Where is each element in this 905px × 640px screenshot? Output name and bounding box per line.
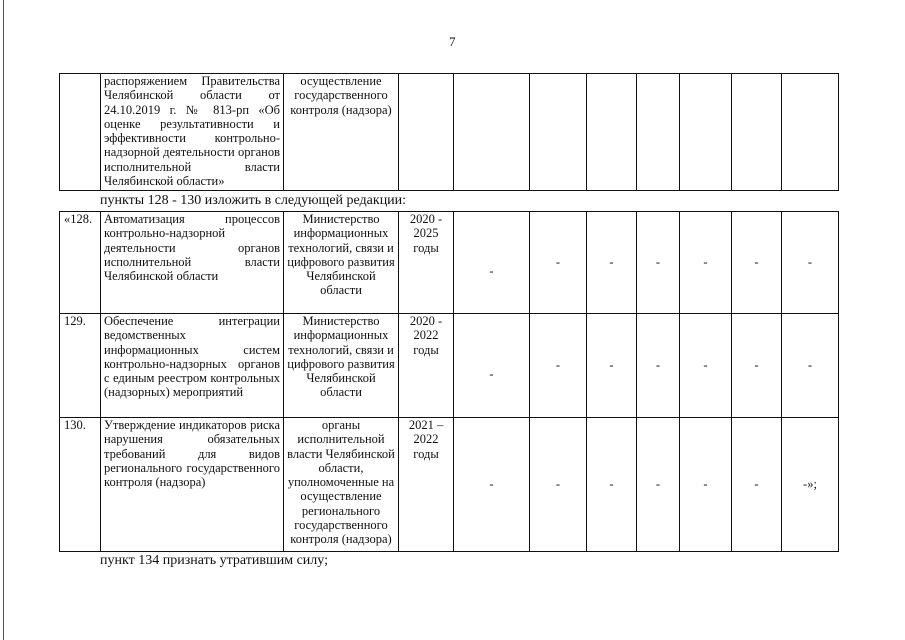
value-cell: - bbox=[732, 314, 782, 418]
value-cell: - bbox=[732, 212, 782, 314]
table-row bbox=[60, 74, 839, 191]
page-edge-line bbox=[3, 0, 4, 640]
measure-name-cell: Утверждение индикаторов риска нарушения обязательных требований для видов регионального государственного контроля (надзора) bbox=[101, 418, 284, 552]
value-cell: - bbox=[782, 212, 839, 314]
value-cell: - bbox=[454, 314, 530, 418]
amendment-note: пункты 128 - 130 изложить в следующей редакции: bbox=[100, 193, 407, 208]
continuation-table bbox=[59, 73, 839, 191]
measures-table bbox=[59, 211, 839, 552]
table-row bbox=[60, 314, 839, 418]
term-cell: 2020 - 2022 годы bbox=[399, 314, 454, 418]
number-cell bbox=[60, 74, 101, 191]
row-number: «128. bbox=[60, 212, 101, 314]
value-cell: -»; bbox=[782, 418, 839, 552]
term-cell bbox=[399, 74, 454, 191]
value-cell: - bbox=[530, 418, 587, 552]
table-row bbox=[60, 418, 839, 552]
responsible-cell: органы исполнительной власти Челябинской области, уполномоченные на осуществление регионального государственного контроля (надзора) bbox=[284, 418, 399, 552]
value-cell: - bbox=[782, 314, 839, 418]
term-cell: 2021 – 2022 годы bbox=[399, 418, 454, 552]
value-cell: - bbox=[680, 418, 732, 552]
value-cell: - bbox=[732, 418, 782, 552]
value-cell: - bbox=[454, 418, 530, 552]
value-cell bbox=[732, 74, 782, 191]
row-number: 129. bbox=[60, 314, 101, 418]
repeal-note: пункт 134 признать утратившим силу; bbox=[100, 553, 328, 568]
value-cell bbox=[454, 74, 530, 191]
page-number: 7 bbox=[449, 34, 456, 49]
table-row bbox=[60, 212, 839, 314]
value-cell: - bbox=[680, 212, 732, 314]
value-cell: - bbox=[587, 418, 637, 552]
measure-name-cell: Обеспечение интеграции ведомственных информационных систем контрольно-надзорных органов с единым реестром контрольных (надзорных) мероприятий bbox=[101, 314, 284, 418]
value-cell bbox=[637, 74, 680, 191]
value-cell: - bbox=[637, 418, 680, 552]
measure-name-cell: распоряжением Правительства Челябинской области от 24.10.2019 г. № 813-рп «Об оценке результативности и эффективности контрольно-надзорной деятельности органов исполнительной власти Челябинской области» bbox=[101, 74, 284, 191]
responsible-cell: осуществление государственного контроля (надзора) bbox=[284, 74, 399, 191]
value-cell: - bbox=[680, 314, 732, 418]
value-cell bbox=[680, 74, 732, 191]
row-number: 130. bbox=[60, 418, 101, 552]
value-cell bbox=[782, 74, 839, 191]
responsible-cell: Министерство информационных технологий, связи и цифрового развития Челябинской области bbox=[284, 212, 399, 314]
value-cell: - bbox=[530, 314, 587, 418]
value-cell bbox=[530, 74, 587, 191]
value-cell: - bbox=[454, 212, 530, 314]
value-cell: - bbox=[587, 314, 637, 418]
value-cell: - bbox=[587, 212, 637, 314]
value-cell: - bbox=[530, 212, 587, 314]
responsible-cell: Министерство информационных технологий, связи и цифрового развития Челябинской области bbox=[284, 314, 399, 418]
value-cell: - bbox=[637, 212, 680, 314]
measure-name-cell: Автоматизация процессов контрольно-надзорной деятельности органов исполнительной власти Челябинской области bbox=[101, 212, 284, 314]
value-cell: - bbox=[637, 314, 680, 418]
value-cell bbox=[587, 74, 637, 191]
term-cell: 2020 - 2025 годы bbox=[399, 212, 454, 314]
